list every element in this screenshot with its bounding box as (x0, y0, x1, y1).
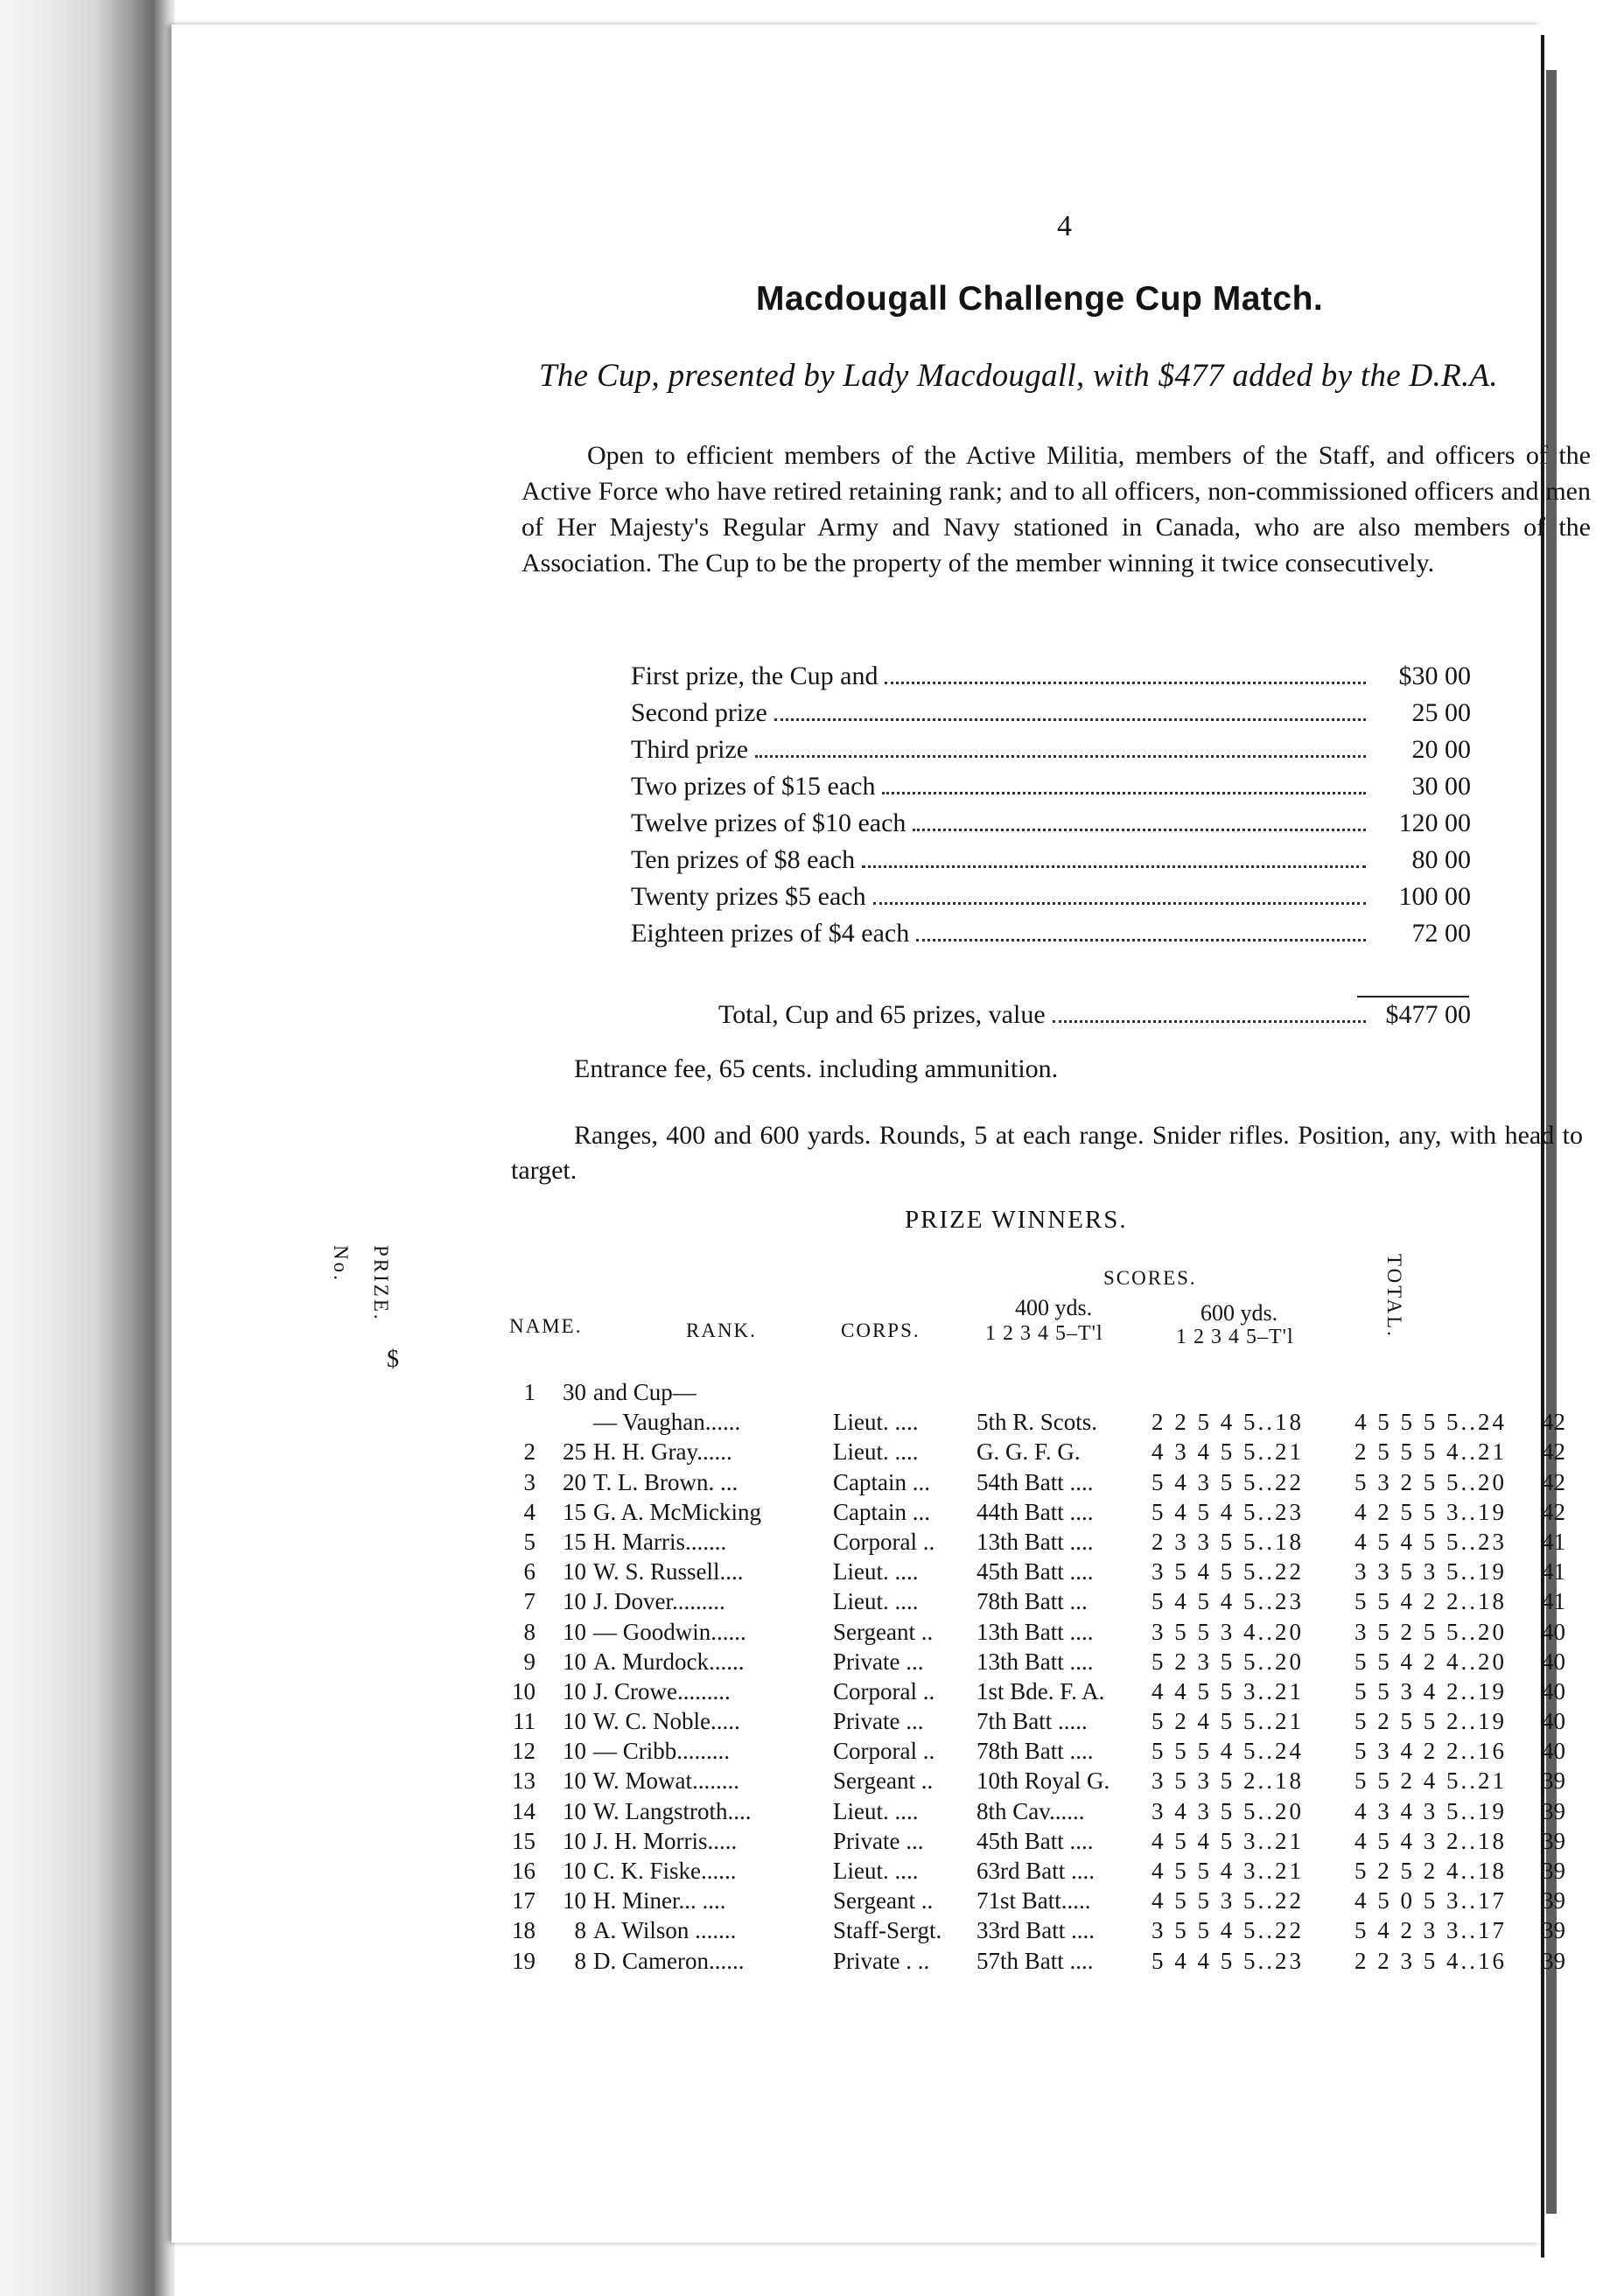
table-row (504, 1798, 1589, 1828)
winner-scores-600: 5 3 4 2 2..16 (1354, 1738, 1507, 1765)
winner-prize: 10 (563, 1738, 586, 1765)
winner-scores-400: 5 2 3 5 5..20 (1152, 1648, 1304, 1675)
winner-corps: 45th Batt .... (976, 1558, 1094, 1586)
winner-name: — Goodwin...... (593, 1618, 746, 1645)
winner-number: 16 (512, 1858, 536, 1884)
table-row (504, 1648, 1589, 1678)
table-row (504, 1409, 1589, 1438)
winner-name: J. Dover......... (593, 1588, 725, 1615)
winner-prize: 10 (563, 1887, 586, 1914)
prize-amount: 120 00 (1398, 808, 1471, 837)
winner-total: 39 (1542, 1797, 1565, 1824)
col-header-name: NAME. (509, 1315, 583, 1337)
prize-label: Two prizes of $15 each (631, 772, 876, 801)
winner-scores-600: 5 5 4 2 4..20 (1354, 1648, 1507, 1675)
table-row (504, 1828, 1589, 1858)
winner-number: 3 (523, 1468, 536, 1495)
winner-scores-600: 5 2 5 5 2..19 (1354, 1708, 1507, 1735)
table-row (504, 1678, 1589, 1708)
winner-scores-400: 4 4 5 5 3..21 (1152, 1677, 1304, 1704)
prize-list (631, 662, 1471, 956)
winner-corps: 10th Royal G. (976, 1768, 1110, 1795)
prize-label: Second prize (631, 698, 767, 727)
winner-corps: 71st Batt..... (976, 1887, 1091, 1914)
winner-scores-600: 4 5 4 5 5..23 (1354, 1528, 1507, 1555)
winner-total: 39 (1542, 1947, 1565, 1974)
winner-prize: 10 (563, 1648, 586, 1675)
winner-rank: Staff-Sergt. (833, 1917, 942, 1944)
winner-number: 1 (523, 1379, 536, 1405)
prize-amount: 30 00 (1411, 772, 1471, 801)
prize-label: Twelve prizes of $10 each (631, 808, 906, 837)
winner-prize: 30 (563, 1379, 586, 1405)
winner-prize: 10 (563, 1588, 586, 1615)
winner-name: D. Cameron...... (593, 1947, 745, 1974)
winner-total: 42 (1542, 1409, 1565, 1436)
winner-total: 39 (1542, 1768, 1565, 1795)
winner-name: T. L. Brown. ... (593, 1468, 738, 1495)
prize-amount: 25 00 (1411, 698, 1471, 727)
winner-scores-600: 4 5 5 5 5..24 (1354, 1409, 1507, 1436)
prize-label: Twenty prizes $5 each (631, 882, 866, 911)
winner-total: 40 (1542, 1618, 1565, 1645)
winner-scores-600: 2 2 3 5 4..16 (1354, 1947, 1507, 1974)
winner-corps: 78th Batt .... (976, 1738, 1094, 1765)
winner-number: 17 (512, 1887, 536, 1914)
prize-row (631, 772, 1471, 808)
winner-number: 2 (523, 1438, 536, 1466)
book-spine-shadow (0, 0, 175, 2296)
winner-scores-600: 5 5 3 4 2..19 (1354, 1677, 1507, 1704)
winner-corps: 1st Bde. F. A. (976, 1677, 1105, 1704)
col-header-dollar: $ (387, 1346, 401, 1373)
winner-total: 42 (1542, 1498, 1565, 1525)
table-row (504, 1917, 1589, 1947)
winner-name: — Vaughan...... (593, 1409, 741, 1436)
winner-name: C. K. Fiske...... (593, 1858, 737, 1884)
prize-row (631, 919, 1471, 956)
winner-scores-600: 4 5 4 3 2..18 (1354, 1827, 1507, 1854)
winner-corps: 33rd Batt .... (976, 1917, 1095, 1944)
winner-prize: 10 (563, 1768, 586, 1795)
winner-number: 6 (523, 1558, 536, 1586)
winner-total: 41 (1542, 1528, 1565, 1555)
winner-rank: Corporal .. (833, 1528, 935, 1555)
winner-name: and Cup— (593, 1379, 696, 1405)
winner-prize: 20 (563, 1468, 586, 1495)
winner-rank: Sergeant .. (833, 1618, 934, 1645)
winner-name: W. C. Noble..... (593, 1708, 740, 1735)
winner-corps: 5th R. Scots. (976, 1409, 1098, 1436)
winner-number: 10 (512, 1677, 536, 1704)
leader-dots (755, 755, 1366, 758)
winner-total: 42 (1542, 1438, 1565, 1466)
winner-scores-600: 4 2 5 5 3..19 (1354, 1498, 1507, 1525)
winner-scores-600: 5 5 4 2 2..18 (1354, 1588, 1507, 1615)
col-header-corps: CORPS. (841, 1320, 920, 1341)
winner-scores-600: 5 5 2 4 5..21 (1354, 1768, 1507, 1795)
col-header-scores: SCORES. (1103, 1267, 1197, 1289)
winner-prize: 10 (563, 1858, 586, 1884)
winner-corps: 7th Batt ..... (976, 1708, 1088, 1735)
winner-rank: Private ... (833, 1827, 924, 1854)
winner-prize: 10 (563, 1827, 586, 1854)
leader-dots (916, 939, 1366, 942)
winner-prize: 10 (563, 1618, 586, 1645)
prize-row (631, 845, 1471, 882)
leader-dots (862, 865, 1366, 868)
prize-total-label: Total, Cup and 65 prizes, value (718, 1000, 1046, 1029)
winner-total: 41 (1542, 1558, 1565, 1586)
prize-label: Third prize (631, 735, 749, 764)
winner-prize: 8 (574, 1947, 586, 1974)
winner-name: W. S. Russell.... (593, 1558, 744, 1586)
winner-total: 39 (1542, 1858, 1565, 1884)
winner-scores-400: 5 2 4 5 5..21 (1152, 1708, 1304, 1735)
ranges-paragraph: Ranges, 400 and 600 yards. Rounds, 5 at each range. Snider rifles. Position, any, with head to target. (511, 1121, 1583, 1185)
winner-scores-400: 4 5 4 5 3..21 (1152, 1827, 1304, 1854)
page-subtitle: The Cup, presented by Lady Macdougall, with $477 added by the D.R.A. (539, 358, 1498, 394)
winner-total: 42 (1542, 1468, 1565, 1495)
winner-corps: 54th Batt .... (976, 1468, 1094, 1495)
winners-heading: PRIZE WINNERS. (905, 1206, 1128, 1234)
leader-dots (882, 792, 1366, 794)
winner-number: 4 (523, 1498, 536, 1525)
winner-rank: Captain ... (833, 1468, 930, 1495)
table-row (504, 1438, 1589, 1468)
table-row (504, 1768, 1589, 1797)
winner-scores-600: 4 3 4 3 5..19 (1354, 1797, 1507, 1824)
prize-label: Ten prizes of $8 each (631, 845, 856, 874)
winner-prize: 10 (563, 1677, 586, 1704)
winner-rank: Lieut. .... (833, 1409, 919, 1436)
prize-row (631, 698, 1471, 735)
table-row (504, 1558, 1589, 1588)
winner-corps: 13th Batt .... (976, 1528, 1094, 1555)
winner-scores-400: 3 5 3 5 2..18 (1152, 1768, 1304, 1795)
winner-scores-400: 3 4 3 5 5..20 (1152, 1797, 1304, 1824)
winner-number: 7 (523, 1588, 536, 1615)
winner-name: J. Crowe......... (593, 1677, 731, 1704)
leader-dots (873, 902, 1366, 905)
prize-amount: 72 00 (1411, 919, 1471, 948)
winner-prize: 25 (563, 1438, 586, 1466)
winner-name: H. Marris....... (593, 1528, 727, 1555)
winner-number: 19 (512, 1947, 536, 1974)
winner-total: 39 (1542, 1887, 1565, 1914)
winner-scores-600: 3 5 2 5 5..20 (1354, 1618, 1507, 1645)
winner-corps: 78th Batt ... (976, 1588, 1088, 1615)
winner-name: W. Langstroth.... (593, 1797, 752, 1824)
table-row (504, 1887, 1589, 1917)
winner-corps: 8th Cav...... (976, 1797, 1085, 1824)
winner-rank: Private . .. (833, 1947, 930, 1974)
prize-label: First prize, the Cup and (631, 662, 878, 690)
winner-number: 18 (512, 1917, 536, 1944)
prize-label: Eighteen prizes of $4 each (631, 919, 910, 948)
winner-scores-400: 5 4 4 5 5..23 (1152, 1947, 1304, 1974)
winners-table (504, 1379, 1589, 1978)
winner-number: 15 (512, 1827, 536, 1854)
winner-total: 39 (1542, 1917, 1565, 1944)
winner-rank: Sergeant .. (833, 1887, 934, 1914)
winner-scores-400: 5 4 3 5 5..22 (1152, 1468, 1304, 1495)
prize-amount: 100 00 (1398, 882, 1471, 911)
prize-total-amount: $477 00 (1385, 1000, 1471, 1029)
col-header-600yds: 600 yds. (1200, 1300, 1278, 1326)
table-row (504, 1499, 1589, 1529)
winner-total: 40 (1542, 1677, 1565, 1704)
total-rule (1357, 996, 1469, 998)
col-header-shots-400: 1 2 3 4 5–T'l (985, 1322, 1103, 1345)
prize-row (631, 662, 1471, 698)
winner-prize: 10 (563, 1797, 586, 1824)
winner-corps: G. G. F. G. (976, 1438, 1081, 1466)
winner-scores-600: 2 5 5 5 4..21 (1354, 1438, 1507, 1466)
winner-scores-400: 5 5 5 4 5..24 (1152, 1738, 1304, 1765)
winner-number: 5 (523, 1528, 536, 1555)
winner-prize: 15 (563, 1498, 586, 1525)
winner-name: A. Murdock...... (593, 1648, 745, 1675)
leader-dots (913, 829, 1366, 831)
winner-name: H. H. Gray...... (593, 1438, 732, 1466)
prize-row (631, 808, 1471, 845)
document-page (172, 24, 1591, 2243)
table-row (504, 1619, 1589, 1648)
col-header-400yds: 400 yds. (1015, 1295, 1093, 1320)
winner-rank: Captain ... (833, 1498, 930, 1525)
winner-total: 40 (1542, 1738, 1565, 1765)
winner-number: 14 (512, 1797, 536, 1824)
col-header-shots-600: 1 2 3 4 5–T'l (1176, 1326, 1294, 1348)
winner-total: 41 (1542, 1588, 1565, 1615)
winner-number: 8 (523, 1618, 536, 1645)
prize-row (631, 882, 1471, 919)
winner-corps: 44th Batt .... (976, 1498, 1094, 1525)
prize-amount: 80 00 (1411, 845, 1471, 874)
winner-scores-400: 5 4 5 4 5..23 (1152, 1588, 1304, 1615)
col-header-total: TOTAL. (1383, 1254, 1405, 1339)
table-row (504, 1858, 1589, 1887)
winner-number: 11 (513, 1708, 536, 1735)
winner-scores-400: 4 5 5 4 3..21 (1152, 1858, 1304, 1884)
table-row (504, 1469, 1589, 1499)
winner-rank: Lieut. .... (833, 1858, 919, 1884)
table-row (504, 1529, 1589, 1558)
winner-corps: 13th Batt .... (976, 1648, 1094, 1675)
prize-row (631, 735, 1471, 772)
winner-number: 13 (512, 1768, 536, 1795)
winner-corps: 45th Batt .... (976, 1827, 1094, 1854)
winner-prize: 10 (563, 1558, 586, 1586)
table-row (504, 1379, 1589, 1409)
leader-dots (774, 718, 1366, 721)
winner-scores-400: 4 3 4 5 5..21 (1152, 1438, 1304, 1466)
col-header-rank: RANK. (686, 1320, 757, 1341)
winner-name: H. Miner... .... (593, 1887, 726, 1914)
winner-scores-600: 3 3 5 3 5..19 (1354, 1558, 1507, 1586)
winner-name: — Cribb......... (593, 1738, 731, 1765)
prize-amount: $30 00 (1398, 662, 1471, 690)
winner-rank: Lieut. .... (833, 1438, 919, 1466)
winner-scores-400: 3 5 5 3 4..20 (1152, 1618, 1304, 1645)
winner-rank: Sergeant .. (833, 1768, 934, 1795)
winner-rank: Private ... (833, 1708, 924, 1735)
leader-dots (885, 682, 1366, 684)
winner-scores-400: 3 5 5 4 5..22 (1152, 1917, 1304, 1944)
col-header-prize: PRIZE. (370, 1245, 392, 1322)
winner-prize: 15 (563, 1528, 586, 1555)
table-row (504, 1708, 1589, 1738)
winner-rank: Private ... (833, 1648, 924, 1675)
winner-scores-600: 5 2 5 2 4..18 (1354, 1858, 1507, 1884)
winner-prize: 10 (563, 1708, 586, 1735)
winner-scores-400: 4 5 5 3 5..22 (1152, 1887, 1304, 1914)
prize-total-row (718, 1000, 1471, 1037)
winner-name: W. Mowat........ (593, 1768, 739, 1795)
winner-rank: Lieut. .... (833, 1797, 919, 1824)
table-row (504, 1948, 1589, 1978)
winner-rank: Lieut. .... (833, 1588, 919, 1615)
winner-scores-400: 2 3 3 5 5..18 (1152, 1528, 1304, 1555)
winner-corps: 63rd Batt .... (976, 1858, 1095, 1884)
leader-dots (1053, 1020, 1366, 1023)
winner-total: 40 (1542, 1648, 1565, 1675)
winner-number: 9 (523, 1648, 536, 1675)
winner-total: 39 (1542, 1827, 1565, 1854)
winner-rank: Corporal .. (833, 1738, 935, 1765)
winner-number: 12 (512, 1738, 536, 1765)
entrance-fee: Entrance fee, 65 cents. including ammunition. (574, 1054, 1059, 1083)
winner-scores-400: 3 5 4 5 5..22 (1152, 1558, 1304, 1586)
winner-rank: Corporal .. (833, 1677, 935, 1704)
col-header-no: No. (330, 1245, 352, 1283)
eligibility-paragraph: Open to efficient members of the Active Militia, members of the Staff, and officers of the Active Force who have retired retaining rank; and to all officers, non-commissioned officers and men of Her Majesty's Regular Army and Navy stationed in Canada, who are also members of the Association. The Cup to be the property of the member winning it twice consecutively. (522, 441, 1591, 578)
winner-scores-600: 4 5 0 5 3..17 (1354, 1887, 1507, 1914)
winner-corps: 57th Batt .... (976, 1947, 1094, 1974)
table-row (504, 1588, 1589, 1618)
prize-amount: 20 00 (1411, 735, 1471, 764)
winner-prize: 8 (574, 1917, 586, 1944)
winner-name: G. A. McMicking (593, 1498, 761, 1525)
winner-total: 40 (1542, 1708, 1565, 1735)
page-title: Macdougall Challenge Cup Match. (756, 280, 1324, 318)
winner-scores-600: 5 4 2 3 3..17 (1354, 1917, 1507, 1944)
winner-scores-600: 5 3 2 5 5..20 (1354, 1468, 1507, 1495)
winner-name: A. Wilson ....... (593, 1917, 737, 1944)
winner-rank: Lieut. .... (833, 1558, 919, 1586)
winner-name: J. H. Morris..... (593, 1827, 738, 1854)
winner-scores-400: 5 4 5 4 5..23 (1152, 1498, 1304, 1525)
winner-scores-400: 2 2 5 4 5..18 (1152, 1409, 1304, 1436)
winner-corps: 13th Batt .... (976, 1618, 1094, 1645)
table-row (504, 1738, 1589, 1768)
page-number: 4 (1057, 210, 1072, 242)
